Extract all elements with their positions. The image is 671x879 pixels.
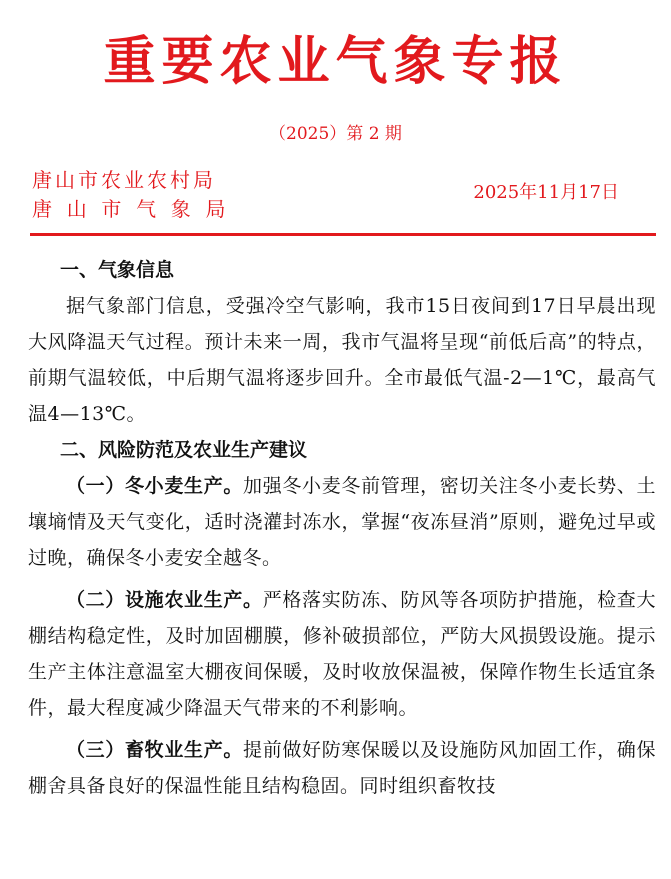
paragraph-text: 提前做好防寒保暖以及设施防风加固工作，确保棚舍具备良好的保温性能且结构稳固。同时组织畜牧技	[28, 739, 656, 797]
red-divider	[30, 233, 656, 236]
paragraph-text: 严格落实防冻、防风等各项防护措施，检查大棚结构稳定性，及时加固棚膜，修补破损部位，严防大风损毁设施。提示生产主体注意温室大棚夜间保暖，及时收放保温被，保障作物生长适宜条件，最大程度减少降温天气带来的不利影响。	[28, 589, 656, 719]
advice-paragraph-livestock	[28, 732, 656, 804]
weather-paragraph	[28, 288, 656, 432]
advice-paragraph-facility	[28, 582, 656, 726]
paragraph-lead: （一）冬小麦生产。	[66, 475, 244, 497]
issue-number: （2025）第 2 期	[269, 124, 402, 144]
issuer-agriculture-bureau: 唐山市农业农村局	[32, 168, 216, 192]
paragraph-text: 据气象部门信息，受强冷空气影响，我市15日夜间到17日早晨出现大风降温天气过程。预计未来一周，我市气温将呈现“前低后高”的特点，前期气温较低，中后期气温将逐步回升。全市最低气温-2—1℃，最高气温4—13℃。	[28, 295, 656, 425]
issuing-agencies	[32, 166, 240, 224]
paragraph-lead: （二）设施农业生产。	[66, 589, 263, 611]
section-heading-weather: 一、气象信息	[60, 259, 175, 281]
paragraph-text: 加强冬小麦冬前管理，密切关注冬小麦长势、土壤墒情及天气变化，适时浇灌封冻水，掌握“夜冻昼消”原则，避免过早或过晚，确保冬小麦安全越冬。	[28, 475, 656, 569]
issuer-meteorological-bureau: 唐山市气象局	[32, 197, 241, 221]
document-title: 重要农业气象专报	[103, 32, 568, 92]
issue-date: 2025年11月17日	[473, 182, 619, 203]
section-heading-advice: 二、风险防范及农业生产建议	[60, 439, 308, 461]
advice-paragraph-wheat	[28, 468, 656, 576]
document-body	[28, 252, 656, 804]
paragraph-lead: （三）畜牧业生产。	[66, 739, 244, 761]
